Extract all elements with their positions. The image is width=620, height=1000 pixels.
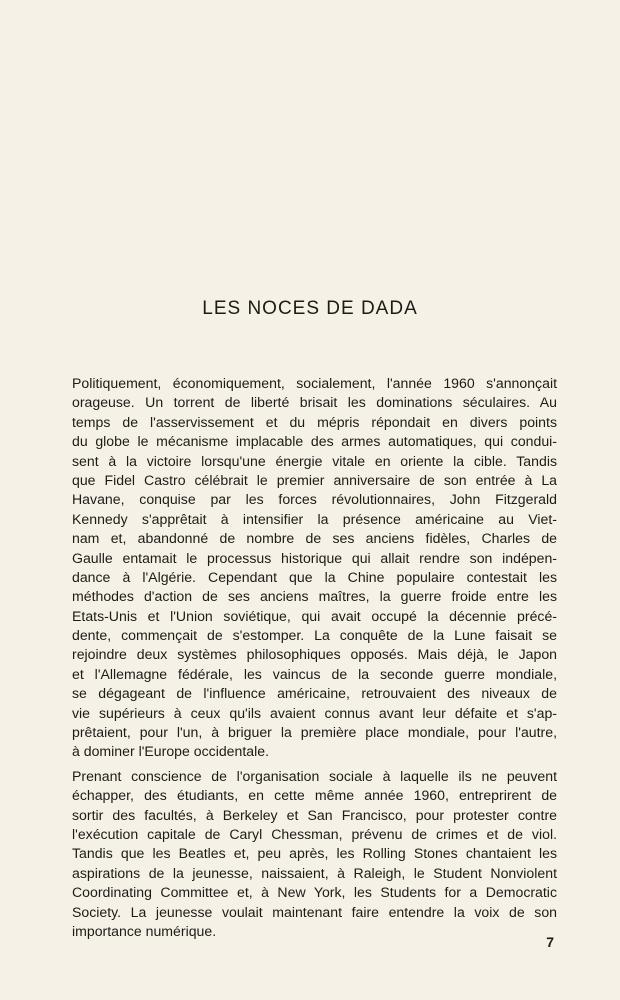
- text-line: Coordinating Committee et, à New York, les Students for a Democratic: [72, 884, 557, 901]
- text-line: Gaulle entamait le processus historique qui allait rendre son indépen-: [72, 549, 557, 566]
- text-line: Politiquement, économiquement, socialement, l'année 1960 s'annonçait: [72, 375, 557, 391]
- paragraph-2: [72, 767, 557, 942]
- text-line: l'exécution capitale de Caryl Chessman, prévenu de crimes et de viol.: [72, 825, 557, 842]
- text-line: importance numérique.: [72, 922, 217, 939]
- text-line: Havane, conquise par les forces révolutionnaires, John Fitzgerald: [72, 491, 557, 508]
- text-line: dente, commençait de s'estomper. La conquête de la Lune faisait se: [72, 627, 557, 644]
- text-line: se dégageant de l'influence américaine, retrouvaient des niveaux de: [72, 685, 557, 702]
- text-line: Tandis que les Beatles et, peu après, les Rolling Stones chantaient les: [72, 845, 557, 862]
- text-line: temps de l'asservissement et du mépris répondait en divers points: [72, 413, 557, 430]
- text-line: Prenant conscience de l'organisation sociale à laquelle ils ne peuvent: [72, 767, 557, 784]
- paragraph-1: [72, 374, 557, 762]
- page-number: 7: [546, 934, 554, 950]
- text-line: rejoindre deux systèmes philosophiques opposés. Mais déjà, le Japon: [72, 646, 557, 663]
- text-line: à dominer l'Europe occidentale.: [72, 743, 269, 760]
- text-line: sortir des facultés, à Berkeley et San Francisco, pour protester contre: [72, 806, 557, 823]
- text-line: et l'Allemagne fédérale, les vaincus de la seconde guerre mondiale,: [72, 665, 557, 682]
- text-line: échapper, des étudiants, en cette même année 1960, entreprirent de: [72, 787, 557, 804]
- chapter-title: LES NOCES DE DADA: [202, 298, 418, 319]
- text-line: que Fidel Castro célébrait le premier anniversaire de son entrée à La: [72, 471, 557, 488]
- text-line: vie supérieurs à ceux qu'ils avaient connus avant leur défaite et s'ap-: [72, 704, 557, 721]
- text-line: Kennedy s'apprêtait à intensifier la présence américaine au Viet-: [72, 510, 557, 527]
- text-line: dance à l'Algérie. Cependant que la Chine populaire contestait les: [72, 568, 557, 585]
- text-line: méthodes d'action de ses anciens maîtres, la guerre froide entre les: [72, 588, 557, 605]
- body-text: [72, 374, 557, 941]
- text-line: orageuse. Un torrent de liberté brisait les dominations séculaires. Au: [72, 394, 557, 411]
- text-line: Etats-Unis et l'Union soviétique, qui avait occupé la décennie précé-: [72, 607, 557, 624]
- text-line: Society. La jeunesse voulait maintenant faire entendre la voix de son: [72, 903, 557, 920]
- text-line: aspirations de la jeunesse, naissaient, à Raleigh, le Student Nonviolent: [72, 864, 557, 881]
- text-line: du globe le mécanisme implacable des armes automatiques, qui condui-: [72, 433, 557, 450]
- text-line: nam et, abandonné de nombre de ses anciens fidèles, Charles de: [72, 530, 557, 547]
- text-line: prêtaient, pour l'un, à briguer la première place mondiale, pour l'autre,: [72, 724, 557, 741]
- text-line: sent à la victoire lorsqu'une énergie vitale en oriente la cible. Tandis: [72, 452, 557, 469]
